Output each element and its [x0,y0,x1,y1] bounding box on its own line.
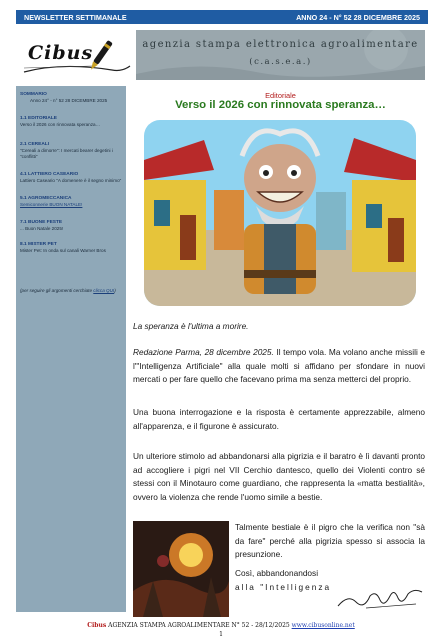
article-paragraph: Un ulteriore stimolo ad abbandonarsi alla pigrizia e il baratro è lì davanti pronto ad accogliere i pigri nel VII Cerchio dantesco, quello dei Violenti contro sé stessi con il Minotauro come guardiano, che rappresenta la «matta bestialità», ovvero la violenza che rende l'uomo simile a bestie. [133,451,425,502]
hero-illustration [144,120,416,306]
summary-item-heading: 5.1 AGROMECCANICA [20,196,72,201]
paragraph-line: Così, abbandonandosi [235,568,319,578]
summary-item[interactable] [20,220,122,232]
page-number: 1 [219,631,223,638]
signature-icon [336,584,424,612]
summary-item[interactable] [20,172,122,184]
newsletter-type: NEWSLETTER SETTIMANALE [24,13,127,22]
article-paragraph [133,346,425,387]
summary-item[interactable] [20,242,122,254]
inferno-illustration [133,521,229,617]
note-link[interactable]: clicca QUI [93,288,115,293]
paragraph-line: alla "Intelligenza [235,581,332,592]
note-text: (per seguire gli argomenti cerchiate [20,288,94,293]
section-label: Editoriale [265,91,296,100]
article-headline: Verso il 2026 con rinnovata speranza… [175,99,386,111]
agency-banner [136,30,425,80]
summary-item-text: Lattiero Caseario "A domenere è il segno minimo" [20,178,122,183]
summary-item-text: Mister Pet: In onda sul canali Warner Bros [20,248,106,253]
article-paragraph: Una buona interrogazione e la risposta è certamente apprezzabile, almeno all'apparenza, e il figurone è assicurato. [133,407,425,431]
logo-text: Cibus [28,42,94,64]
summary-item-heading: 4.1 LATTIERO CASEARIO [20,172,79,177]
summary-item-heading: 1.1 EDITORIALE [20,116,57,121]
summary-note [20,288,122,294]
article-lead: La speranza è l'ultima a morire. [133,321,249,331]
footer-text: AGENZIA STAMPA AGROALIMENTARE N° 52 - 28/12/2025 [106,622,292,629]
article-paragraph: Talmente bestiale è il pigro che la verifica non "sà da fare" perché alla pigrizia spesso si associa la presunzione. [235,522,425,559]
summary-item-heading: 2.1 CEREALI [20,142,50,147]
footer-brand: Cibus [87,622,107,629]
summary-title: SOMMARIO [20,92,47,97]
summary-item-text: Verso il 2026 con rinnovata speranza… [20,122,101,127]
banner-texture [136,30,425,80]
banner-acronym: (c.a.s.e.a.) [249,57,312,67]
page-footer [0,622,442,629]
summary-sidebar [16,86,126,612]
summary-subtitle: Anno 24° - n° 52 28 DICEMBRE 2025 [30,98,108,103]
summary-item[interactable] [20,116,122,128]
summary-item-heading: 8.1 MISTER PET [20,242,57,247]
summary-item-text: Semiconnerie BUON NATALE! [20,202,83,207]
note-suffix: ) [114,288,116,293]
cibus-logo [22,32,132,82]
dateline: Redazione Parma, 28 dicembre 2025. [133,347,274,357]
summary-item-text: ... Buon Natale 2025! [20,226,64,231]
paragraph-text: Il tempo vola. Ma volano anche missili e l'"Intelligenza Artificiale" alla quale molti si affidano per sfondare in nuovi mercati o per fare quello che facevano prima ma senza metterci del proprio. [133,347,426,384]
footer-url-link[interactable]: www.cibusonline.net [291,622,355,629]
summary-item[interactable] [20,196,122,208]
summary-item[interactable] [20,142,122,160]
newsletter-header-bar [16,10,428,24]
summary-item-text: "Cereali a dimorre": I mercati bearer degetini i "conflitti" [20,148,113,159]
issue-info: ANNO 24 - N° 52 28 DICEMBRE 2025 [296,13,420,22]
fountain-pen-icon [22,32,132,82]
banner-title: agenzia stampa elettronica agroalimentare [142,39,419,50]
summary-item-heading: 7.1 BUONE FESTE [20,220,63,225]
